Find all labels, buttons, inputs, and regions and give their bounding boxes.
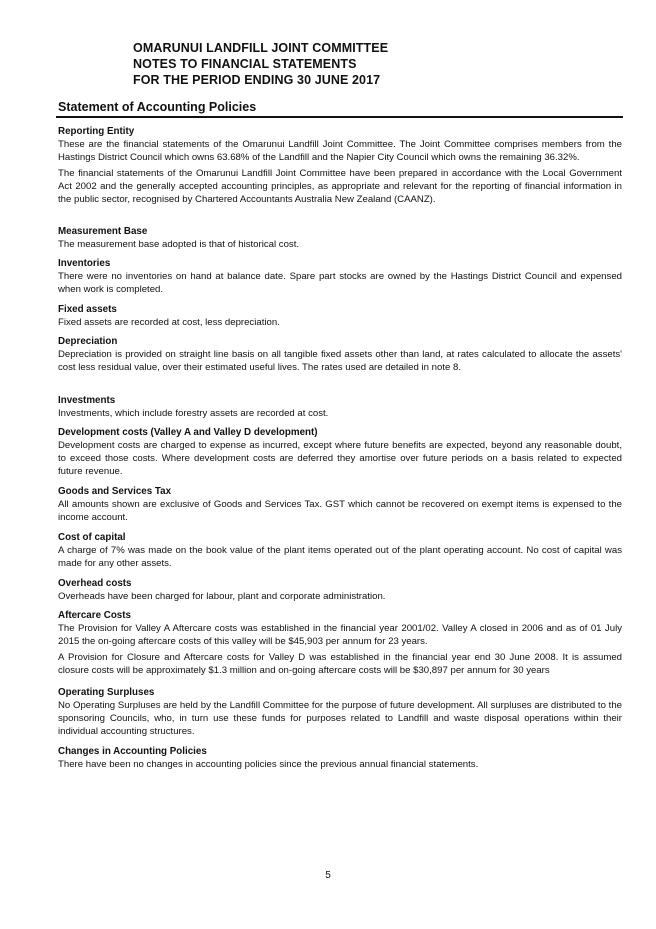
section-paragraph: All amounts shown are exclusive of Goods and Services Tax. GST which cannot be recovered on exempt items is expensed to the income account. (58, 499, 622, 523)
section-depreciation (58, 335, 622, 374)
section-heading: Reporting Entity (58, 126, 135, 137)
section-inventories (58, 257, 622, 296)
section-heading: Operating Surpluses (58, 687, 155, 698)
section-reporting-entity (58, 125, 622, 206)
section-paragraph: The financial statements of the Omarunui Landfill Joint Committee have been prepared in accordance with the Local Government Act 2002 and the generally accepted accounting principles, as appropriate and relevant for the reporting of financial information in the public sector, recognised by Chartered Accountants Australia New Zealand (CAANZ). (58, 168, 622, 205)
section-heading: Changes in Accounting Policies (58, 746, 207, 757)
section-heading: Overhead costs (58, 578, 132, 589)
section-heading: Inventories (58, 258, 111, 269)
section-cost-of-capital (58, 531, 622, 570)
section-paragraph: The Provision for Valley A Aftercare costs was established in the financial year 2001/02. Valley A closed in 2006 and as of 01 July 2015 the on-going aftercare costs of this valley will be $45,903 per annum for 23 years. (58, 623, 622, 647)
section-development-costs (58, 426, 622, 478)
section-paragraph: Depreciation is provided on straight line basis on all tangible fixed assets other than land, at rates calculated to allocate the assets' cost less residual value, over their estimated useful lives. The rates used are detailed in note 8. (58, 349, 622, 373)
section-heading: Aftercare Costs (58, 610, 131, 621)
section-paragraph: No Operating Surpluses are held by the Landfill Committee for the purpose of future development. All surpluses are distributed to the sponsoring Councils, who, in turn use these funds for purposes related to Landfill and waste disposal operations within their individual accounting structures. (58, 700, 622, 737)
policies-content (58, 125, 622, 771)
section-paragraph: Fixed assets are recorded at cost, less depreciation. (58, 317, 280, 328)
section-heading: Goods and Services Tax (58, 486, 172, 497)
section-heading: Development costs (Valley A and Valley D development) (58, 427, 318, 438)
section-paragraph: These are the financial statements of the Omarunui Landfill Joint Committee. The Joint Committee comprises members from the Hastings District Council which owns 63.68% of the Landfill and the Napier City Council which owns the remaining 36.32%. (58, 139, 622, 163)
section-paragraph: Overheads have been charged for labour, plant and corporate administration. (58, 591, 386, 602)
section-paragraph: Investments, which include forestry assets are recorded at cost. (58, 408, 329, 419)
section-paragraph: A charge of 7% was made on the book value of the plant items operated out of the plant operating account. No cost of capital was made for any other assets. (58, 545, 622, 569)
header-line-2: NOTES TO FINANCIAL STATEMENTS (133, 57, 357, 71)
section-paragraph: There have been no changes in accounting policies since the previous annual financial statements. (58, 759, 479, 770)
document-header (133, 40, 388, 88)
section-heading: Depreciation (58, 336, 118, 347)
section-heading: Investments (58, 395, 116, 406)
title-divider (56, 116, 623, 118)
header-line-3: FOR THE PERIOD ENDING 30 JUNE 2017 (133, 73, 381, 87)
section-paragraph: The measurement base adopted is that of historical cost. (58, 239, 300, 250)
section-heading: Fixed assets (58, 304, 117, 315)
section-investments (58, 394, 622, 420)
section-paragraph: Development costs are charged to expense as incurred, except where future benefits are expected, beyond any reasonable doubt, to exceed those costs. Where development costs are deferred they amortise over future periods on a basis related to expected future revenue. (58, 440, 622, 477)
section-measurement-base (58, 225, 622, 251)
section-heading: Measurement Base (58, 226, 148, 237)
section-fixed-assets (58, 303, 622, 329)
section-overhead-costs (58, 577, 622, 603)
section-aftercare-costs (58, 609, 622, 677)
page-title: Statement of Accounting Policies (58, 100, 257, 114)
section-operating-surpluses (58, 686, 622, 738)
section-changes-in-accounting-policies (58, 745, 622, 771)
header-line-1: OMARUNUI LANDFILL JOINT COMMITTEE (133, 41, 389, 55)
section-paragraph: There were no inventories on hand at balance date. Spare part stocks are owned by the Hastings District Council and expensed when work is completed. (58, 271, 622, 295)
section-paragraph: A Provision for Closure and Aftercare costs for Valley D was established in the financial year end 30 June 2008. It is assumed closure costs will be approximately $1.3 million and on-going aftercare costs will be $30,897 per annum for 30 years (58, 652, 622, 676)
page-number: 5 (325, 870, 331, 881)
section-goods-and-services-tax (58, 485, 622, 524)
section-heading: Cost of capital (58, 532, 126, 543)
